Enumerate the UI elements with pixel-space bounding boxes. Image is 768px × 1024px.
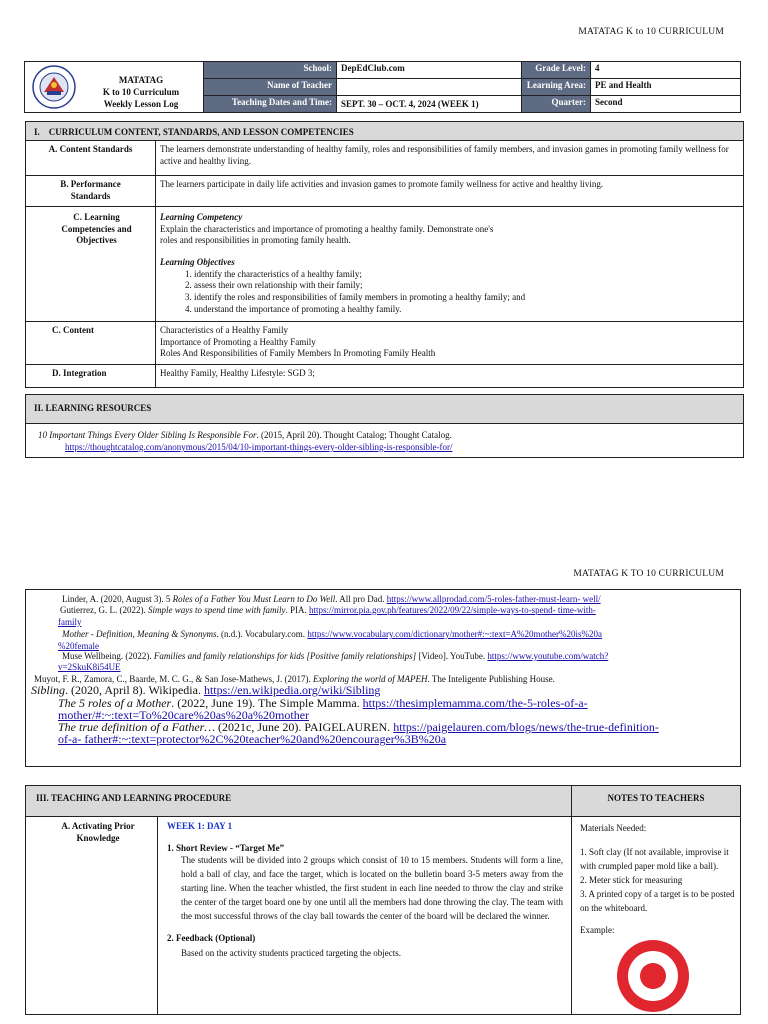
resource-ref-1-title: 10 Important Things Every Older Sibling Is Responsible For xyxy=(38,430,257,440)
section-teaching-procedure xyxy=(25,785,741,1015)
section-3-title: III. TEACHING AND LEARNING PROCEDURE xyxy=(36,793,232,803)
integration-label: D. Integration xyxy=(26,365,156,387)
objectives-list xyxy=(160,269,735,316)
ref-title: The 5 roles of a Mother xyxy=(58,696,172,710)
performance-standards-text: The learners participate in daily life activities and invasion games to promote family wellness for active and healthy living. xyxy=(160,179,604,189)
dates-value: SEPT. 30 – OCT. 4, 2024 (WEEK 1) xyxy=(337,96,522,113)
content-line: Characteristics of a Healthy Family xyxy=(160,325,288,335)
competencies-content xyxy=(160,212,735,316)
content-lines xyxy=(160,325,735,360)
activity-2-text: Based on the activity students practiced targeting the objects. xyxy=(181,947,402,958)
learning-area-value: PE and Health xyxy=(591,79,741,96)
ref-text: Muse Wellbeing. (2022). xyxy=(62,651,154,661)
activity-content xyxy=(167,821,563,959)
ref-text: . All pro Dad. xyxy=(335,594,387,604)
activity-2-title: 2. Feedback (Optional) xyxy=(167,933,256,944)
ref-link[interactable]: family xyxy=(58,617,82,627)
ref-linder xyxy=(62,594,712,606)
performance-standards-label: B. Performance Standards xyxy=(26,176,156,207)
notes-content xyxy=(580,822,735,938)
ref-link[interactable]: v=2SkuK8i54UE xyxy=(58,662,121,672)
page-2-header: MATATAG K TO 10 CURRICULUM xyxy=(573,569,724,579)
resource-ref-1-link[interactable]: https://thoughtcatalog.com/anonymous/2015/04/10-important-things-every-older-sibling-is-responsible-for/ xyxy=(65,441,453,452)
section-1-title: CURRICULUM CONTENT, STANDARDS, AND LESSON COMPETENCIES xyxy=(48,127,354,137)
competencies-label: C. Learning Competencies and Objectives xyxy=(26,207,156,322)
ref-link[interactable]: https://www.allprodad.com/5-roles-father-must-learn- well/ xyxy=(386,594,601,604)
competency-line-2: roles and responsibilities in promoting family health. xyxy=(160,235,351,246)
dates-label: Teaching Dates and Time: xyxy=(204,96,337,113)
section-1-number: I. xyxy=(34,127,40,137)
ref-title: The true definition of a Father… xyxy=(58,720,215,734)
activity-1-text: The students will be divided into 2 groups which consist of 10 to 15 members. Students will form a line, hold a ball of clay, and face the target, which is located on the bulletin board 3-5 meters away from the starting line. When the teacher whistled, the first student in each line needed to throw the clay and strike the center of the target board one by one until all the members had done throwing the clay. The team with the most successful throws of the clay ball towards the center of the board will be declared the winner. xyxy=(181,855,563,922)
row-integration xyxy=(26,364,743,387)
integration-text: Healthy Family, Healthy Lifestyle: SGD 3; xyxy=(160,368,315,378)
content-line: Roles And Responsibilities of Family Members In Promoting Family Health xyxy=(160,348,436,359)
school-label: School: xyxy=(204,62,337,79)
ref-gutierrez xyxy=(60,605,712,617)
content-standards-label: A. Content Standards xyxy=(26,141,156,175)
notes-title: NOTES TO TEACHERS xyxy=(607,793,705,803)
ref-title: Roles of a Father You Must Learn to Do Well xyxy=(172,594,336,604)
title-cell xyxy=(25,62,204,113)
target-icon xyxy=(616,939,690,1013)
row-content xyxy=(26,321,743,365)
title-line-1: MATATAG xyxy=(118,75,164,85)
school-value: DepEdClub.com xyxy=(337,62,522,79)
competency-heading: Learning Competency xyxy=(160,212,243,222)
ref-title: Sibling xyxy=(31,683,66,697)
content-label: C. Content xyxy=(26,322,156,365)
ref-text: [Video]. YouTube. xyxy=(416,651,488,661)
ref-link[interactable]: of-a- father#:~:text=protector%2C%20teacher%20and%20encourager%3B%20a xyxy=(58,732,447,746)
ref-link[interactable]: https://paigelauren.com/blogs/news/the-true-definition- xyxy=(393,720,659,734)
objective-item: 4. understand the importance of promoting a healthy family. xyxy=(194,304,735,316)
quarter-value: Second xyxy=(591,96,741,113)
objective-item: 1. identify the characteristics of a healthy family; xyxy=(194,269,735,281)
section-1-header xyxy=(26,122,743,141)
objectives-heading: Learning Objectives xyxy=(160,257,235,268)
ref-text: . (n.d.). Vocabulary.com. xyxy=(216,629,308,639)
quarter-label: Quarter: xyxy=(522,96,591,113)
materials-item: 2. Meter stick for measuring xyxy=(580,874,683,885)
row-content-standards xyxy=(26,141,743,175)
ref-title: Families and family relationships for kids [Positive family relationships] xyxy=(153,651,417,661)
ref-title: Exploring the world of MAPEH xyxy=(313,674,428,684)
objective-item: 3. identify the roles and responsibilities of family members in promoting a healthy family; and xyxy=(194,292,735,304)
ref-text: . (2022, June 19). The Simple Mamma. xyxy=(171,696,363,710)
title-line-3: Weekly Lesson Log xyxy=(103,99,179,110)
ref-link[interactable]: %20female xyxy=(58,641,99,651)
ref-link[interactable]: https://en.wikipedia.org/wiki/Sibling xyxy=(203,683,381,697)
ref-link[interactable]: https://www.youtube.com/watch? xyxy=(487,651,609,661)
section-curriculum xyxy=(25,121,744,388)
teacher-label: Name of Teacher xyxy=(204,79,337,96)
ref-link[interactable]: https://mirror.pia.gov.ph/features/2022/09/22/simple-ways-to-spend- time-with- xyxy=(309,605,596,615)
competency-line-1: Explain the characteristics and importance of promoting a healthy family. Demonstrate one's xyxy=(160,223,494,234)
section-3-header xyxy=(26,786,740,817)
ref-text: (2021c, June 20). PAIGELAUREN. xyxy=(215,720,394,734)
resource-ref-1 xyxy=(38,430,735,453)
materials-heading: Materials Needed: xyxy=(580,823,647,833)
ref-title: Mother - Definition, Meaning & Synonyms xyxy=(62,629,217,639)
ref-text: . (2020, April 8). Wikipedia. xyxy=(65,683,204,697)
content-line: Importance of Promoting a Healthy Family xyxy=(160,336,316,347)
title-block xyxy=(81,74,201,110)
title-line-2: K to 10 Curriculum xyxy=(102,87,180,98)
learning-area-label: Learning Area: xyxy=(522,79,591,96)
ref-link[interactable]: https://www.vocabulary.com/dictionary/mother#:~:text=A%20mother%20is%20a xyxy=(307,629,603,639)
ref-text: Gutierrez, G. L. (2022). xyxy=(60,605,148,615)
row-competencies xyxy=(26,206,743,322)
references-box xyxy=(25,589,741,767)
ref-vocabulary xyxy=(62,629,712,641)
materials-item: 3. A printed copy of a target is to be posted on the whiteboard. xyxy=(580,888,735,913)
row-performance-standards xyxy=(26,175,743,207)
lesson-header-table xyxy=(24,61,741,113)
section-2-title: II. LEARNING RESOURCES xyxy=(26,395,743,424)
ref-title: Simple ways to spend time with family xyxy=(147,605,286,615)
grade-level-label: Grade Level: xyxy=(522,62,591,79)
objective-item: 2. assess their own relationship with their family; xyxy=(194,280,735,292)
grade-level-value: 4 xyxy=(591,62,741,79)
example-label: Example: xyxy=(580,924,615,935)
ref-text: Muyot, F. R., Zamora, C., Baarde, M. C. G., & San Jose-Mathews, J. (2017). xyxy=(34,674,314,684)
activating-label: A. Activating Prior Knowledge xyxy=(61,821,135,843)
section-learning-resources xyxy=(25,394,744,458)
ref-link[interactable]: https://thesimplemamma.com/the-5-roles-of-a- xyxy=(362,696,588,710)
page-header: MATATAG K to 10 CURRICULUM xyxy=(578,27,724,37)
materials-item: 1. Soft clay (If not available, improvise it with crumpled paper mold like a ball). xyxy=(580,846,729,871)
content-standards-text: The learners demonstrate understanding of healthy family, roles and responsibilities of family members, and invasion games in promoting family wellness for active and healthy living. xyxy=(160,144,729,166)
ref-text: . The Inteligente Publishing House. xyxy=(427,674,555,684)
ref-link[interactable]: mother/#:~:text=To%20care%20as%20a%20mother xyxy=(58,708,310,722)
teacher-value xyxy=(337,79,522,96)
week-day-label: WEEK 1: DAY 1 xyxy=(167,821,233,831)
ref-muse xyxy=(62,651,712,663)
activity-1-title: 1. Short Review - “Target Me” xyxy=(167,842,285,853)
resource-ref-1-rest: . (2015, April 20). Thought Catalog; Thought Catalog. xyxy=(256,430,452,440)
ref-text: Linder, A. (2020, August 3). 5 xyxy=(62,594,173,604)
ref-text: . PIA. xyxy=(285,605,309,615)
deped-seal-icon xyxy=(32,65,76,109)
